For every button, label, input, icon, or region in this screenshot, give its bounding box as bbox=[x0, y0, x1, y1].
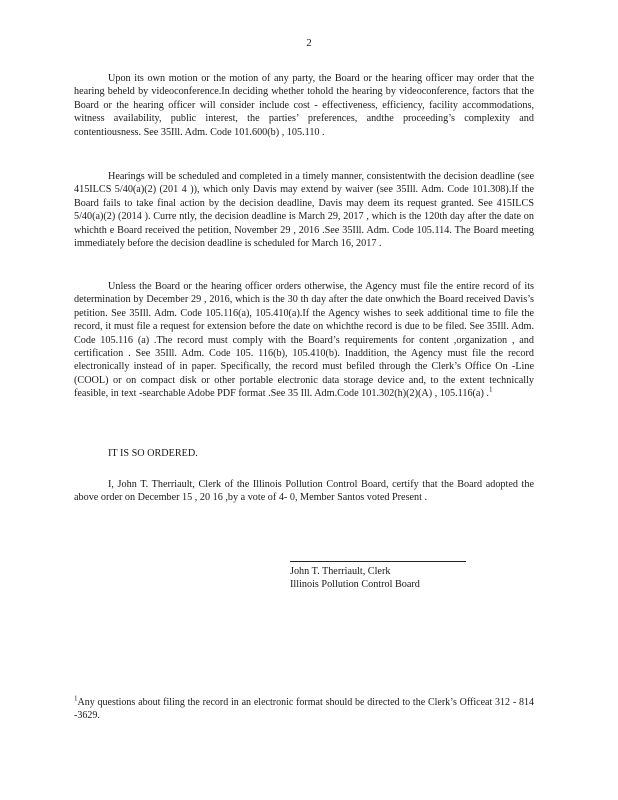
record-filing-text: Unless the Board or the hearing officer orders otherwise, the Agency must file the entire record of its determination by December 29 , 2016, which is the 30 th day after the date onwhich the Board received Davis’s petition. See 35Ill. Adm. Code 105.116(a), 105.410(a).If the Agency wishes to seek additional time to file the record, it must file a request for extension before the date on whichthe record is due to be filed. See 35Ill. Adm. Code 105.116 (a) .The record must comply with the Board’s requirements for content ,organization , and certification . See 35Ill. Adm. Code 105. 116(b), 105.410(b). Inaddition, the Agency must file the record electronically instead of in paper. Specifically, the record must befiled through the Clerk’s Office On -Line (COOL) or on compact disk or other portable electronic data storage device and, to the extent technically feasible, in text -searchable Adobe PDF format .See 35 Ill. Adm.Code 101.302(h)(2)(A) , 105.116(a) . bbox=[74, 281, 534, 400]
signature-line bbox=[290, 561, 466, 562]
paragraph-decision-deadline: Hearings will be scheduled and completed in a timely manner, consistentwith the decision deadline (see 415ILCS 5/40(a)(2) (201 4 )), which only Davis may extend by waiver (see 35Ill. Adm. Code 101.308).If the Board fails to take final action by the decision deadline, Davis may deem its request granted. See 415ILCS 5/40(a)(2) (2014 ). Curre ntly, the decision deadline is March 29, 2017 , which is the 120th day after the date on whichth e Board received the petition, November 29 , 2016 .See 35Ill. Adm. Code 105.114. The Board meeting immediately before the decision deadline is scheduled for March 16, 2017 . bbox=[74, 171, 534, 250]
order-statement: IT IS SO ORDERED. bbox=[108, 448, 198, 459]
paragraph-hearing-videoconference: Upon its own motion or the motion of any party, the Board or the hearing officer may order that the hearing beheld by videoconference.In deciding whether tohold the hearing by videoconference, factors that the Board or the hearing officer will consider include cost - effectiveness, efficiency, facility accommodations, witness availability, public interest, the parties’ preferences, andthe proceeding’s complexity and contentiousness. See 35Ill. Adm. Code 101.600(b) , 105.110 . bbox=[74, 73, 534, 138]
clerk-certification: I, John T. Therriault, Clerk of the Illinois Pollution Control Board, certify that the Board adopted the above order on December 15 , 20 16 ,by a vote of 4- 0, Member Santos voted Present . bbox=[74, 479, 534, 504]
signature-organization: Illinois Pollution Control Board bbox=[290, 579, 420, 590]
signature-name: John T. Therriault, Clerk bbox=[290, 566, 391, 577]
footnote-reference-mark: 1 bbox=[488, 385, 493, 394]
footnote-mark: 1 bbox=[74, 694, 78, 703]
footnote bbox=[74, 696, 534, 722]
paragraph-record-filing bbox=[74, 280, 534, 401]
footnote-text: Any questions about filing the record in an electronic format should be directed to the Clerk’s Officeat 312 - 814 -3629. bbox=[74, 697, 534, 721]
page-number: 2 bbox=[306, 37, 312, 49]
